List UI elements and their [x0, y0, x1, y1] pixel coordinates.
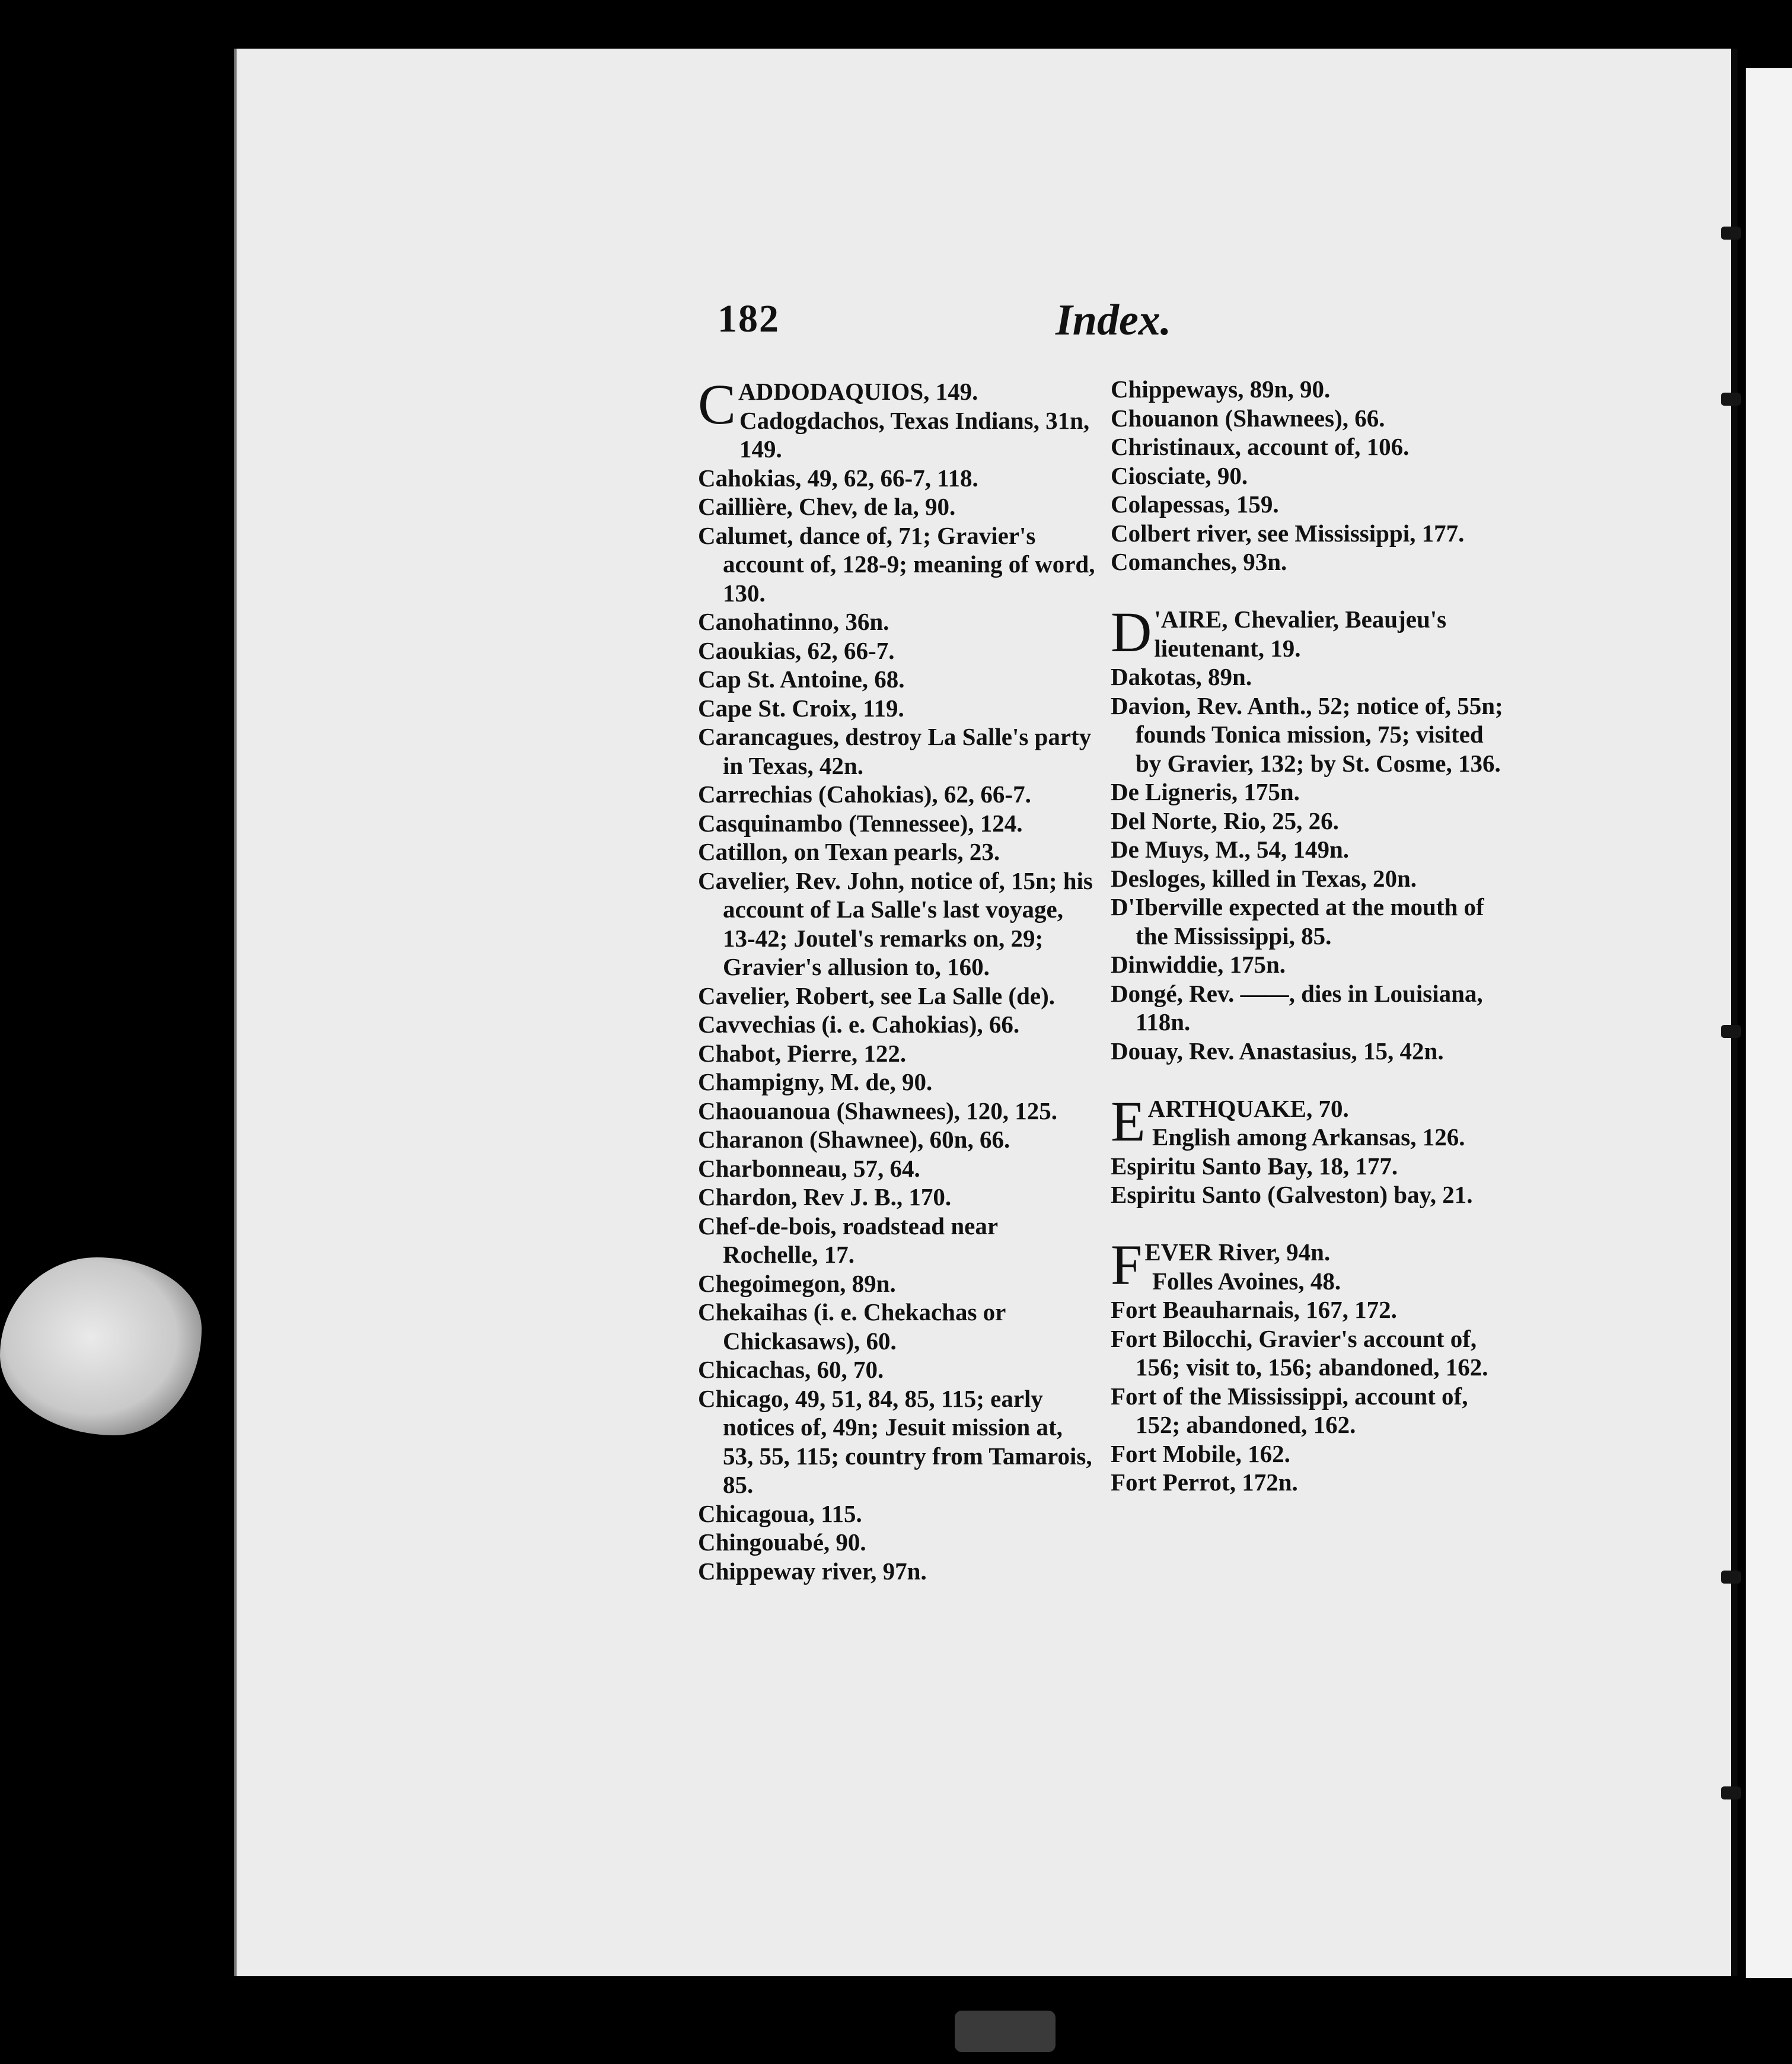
index-entry: Chicago, 49, 51, 84, 85, 115; early notices of, 49n; Jesuit mission at, 53, 55, 115; country from Tamarois, 85. — [698, 1384, 1092, 1498]
index-entry: Davion, Rev. Anth., 52; notice of, 55n; founds Tonica mission, 75; visited by Gravier, 132; by St. Cosme, 136. — [1111, 692, 1503, 777]
index-entry: Del Norte, Rio, 25, 26. — [1111, 807, 1339, 834]
index-entry: Carancagues, destroy La Salle's party in Texas, 42n. — [698, 723, 1092, 779]
section-gap — [1111, 1065, 1505, 1094]
index-entry: Cavvechias (i. e. Cahokias), 66. — [698, 1011, 1020, 1038]
index-entry: Colbert river, see Mississippi, 177. — [1111, 519, 1465, 547]
index-entry: 'AIRE, Chevalier, Beaujeu's — [1154, 606, 1447, 633]
page-header — [718, 297, 1180, 362]
letter-section-heading — [1111, 1089, 1505, 1153]
index-entry: Comanches, 93n. — [1111, 548, 1287, 575]
index-entry: Espiritu Santo Bay, 18, 177. — [1111, 1152, 1398, 1180]
book-spine — [1732, 49, 1737, 1976]
index-entry: Cape St. Croix, 119. — [698, 694, 904, 722]
drop-cap: D — [1111, 600, 1152, 664]
running-title: Index. — [1056, 296, 1172, 345]
binding-stitch — [1721, 1786, 1741, 1799]
index-entry: Chegoimegon, 89n. — [698, 1269, 896, 1297]
index-entry: Cap St. Antoine, 68. — [698, 665, 905, 693]
index-entry: Champigny, M. de, 90. — [698, 1068, 933, 1095]
index-entry: Dongé, Rev. ——, dies in Louisiana, 118n. — [1111, 979, 1483, 1036]
index-entry: Cahokias, 49, 62, 66-7, 118. — [698, 464, 978, 492]
binding-stitch — [1721, 393, 1741, 406]
index-entry: EVER River, 94n. — [1144, 1238, 1331, 1266]
index-entry: Fort Perrot, 172n. — [1111, 1469, 1298, 1496]
index-entry: Colapessas, 159. — [1111, 490, 1279, 518]
index-entry: Carrechias (Cahokias), 62, 66-7. — [698, 781, 1031, 808]
index-entry: English among Arkansas, 126. — [1152, 1123, 1465, 1151]
binding-stitch — [1721, 1025, 1741, 1038]
index-entry: Folles Avoines, 48. — [1152, 1267, 1341, 1295]
index-entry: Douay, Rev. Anastasius, 15, 42n. — [1111, 1037, 1444, 1065]
index-entry: Chippeway river, 97n. — [698, 1557, 927, 1585]
index-column-right — [1111, 375, 1505, 1497]
index-entry: Charanon (Shawnee), 60n, 66. — [698, 1126, 1010, 1153]
index-entry: Caoukias, 62, 66-7. — [698, 636, 895, 664]
index-entry: Chicachas, 60, 70. — [698, 1356, 884, 1383]
drop-cap: E — [1111, 1089, 1146, 1153]
index-entry: Canohatinno, 36n. — [698, 608, 889, 635]
index-entry: Espiritu Santo (Galveston) bay, 21. — [1111, 1181, 1473, 1208]
index-entry: Cadogdachos, Texas Indians, 31n, 149. — [739, 406, 1090, 463]
index-entry: Cavelier, Robert, see La Salle (de). — [698, 982, 1055, 1009]
index-entry: Caillière, Chev, de la, 90. — [698, 493, 956, 520]
scan-artifact — [955, 2011, 1056, 2052]
index-entry: Chaouanoua (Shawnees), 120, 125. — [698, 1097, 1057, 1125]
index-entry: Dinwiddie, 175n. — [1111, 951, 1286, 978]
index-entry: Fort Beauharnais, 167, 172. — [1111, 1296, 1397, 1323]
index-entry: Chouanon (Shawnees), 66. — [1111, 404, 1385, 432]
index-entry: Casquinambo (Tennessee), 124. — [698, 809, 1023, 837]
index-entry: Chippeways, 89n, 90. — [1111, 375, 1331, 403]
letter-section-heading — [1111, 1233, 1505, 1297]
index-entry: Chekaihas (i. e. Chekachas or Chickasaws), 60. — [698, 1298, 1006, 1355]
letter-section-heading — [698, 372, 1095, 464]
binding-stitch — [1721, 227, 1741, 240]
index-entry: ARTHQUAKE, 70. — [1147, 1094, 1349, 1122]
index-entry: Chef-de-bois, roadstead near Rochelle, 17. — [698, 1212, 998, 1268]
facing-page-edge — [1746, 68, 1792, 1978]
index-entry: Catillon, on Texan pearls, 23. — [698, 838, 1000, 865]
index-entry: lieutenant, 19. — [1154, 634, 1301, 662]
torn-paper-fragment — [0, 1257, 202, 1435]
index-entry: Fort Mobile, 162. — [1111, 1439, 1290, 1467]
index-entry: Chabot, Pierre, 122. — [698, 1039, 907, 1067]
index-entry: De Ligneris, 175n. — [1111, 778, 1300, 805]
index-entry: Ciosciate, 90. — [1111, 461, 1248, 489]
index-column-left — [698, 372, 1095, 1585]
drop-cap: C — [698, 372, 736, 436]
index-entry: Desloges, killed in Texas, 20n. — [1111, 864, 1417, 892]
index-entry: Chingouabé, 90. — [698, 1528, 866, 1556]
page-number: 182 — [718, 297, 780, 340]
index-entry: Dakotas, 89n. — [1111, 663, 1252, 690]
index-entry: Chardon, Rev J. B., 170. — [698, 1183, 952, 1211]
index-entry: Chicagoua, 115. — [698, 1499, 862, 1527]
section-gap — [1111, 1209, 1505, 1238]
index-entry: De Muys, M., 54, 149n. — [1111, 836, 1350, 863]
index-entry: D'Iberville expected at the mouth of the Mississippi, 85. — [1111, 893, 1484, 950]
index-entry: Fort of the Mississippi, account of, 152; abandoned, 162. — [1111, 1382, 1468, 1438]
index-entry: Charbonneau, 57, 64. — [698, 1154, 920, 1182]
drop-cap: F — [1111, 1233, 1143, 1297]
index-entry: Christinaux, account of, 106. — [1111, 433, 1410, 460]
binding-stitch — [1721, 1571, 1741, 1584]
index-entry: ADDODAQUIOS, 149. — [738, 378, 978, 405]
index-entry: Calumet, dance of, 71; Gravier's account of, 128-9; meaning of word, 130. — [698, 521, 1095, 607]
section-gap — [1111, 576, 1505, 606]
index-entry: Cavelier, Rev. John, notice of, 15n; his account of La Salle's last voyage, 13-42; Joutel's remarks on, 29; Gravier's allusion to, 160. — [698, 867, 1093, 980]
letter-section-heading — [1111, 600, 1505, 664]
index-entry: Fort Bilocchi, Gravier's account of, 156; visit to, 156; abandoned, 162. — [1111, 1324, 1488, 1381]
